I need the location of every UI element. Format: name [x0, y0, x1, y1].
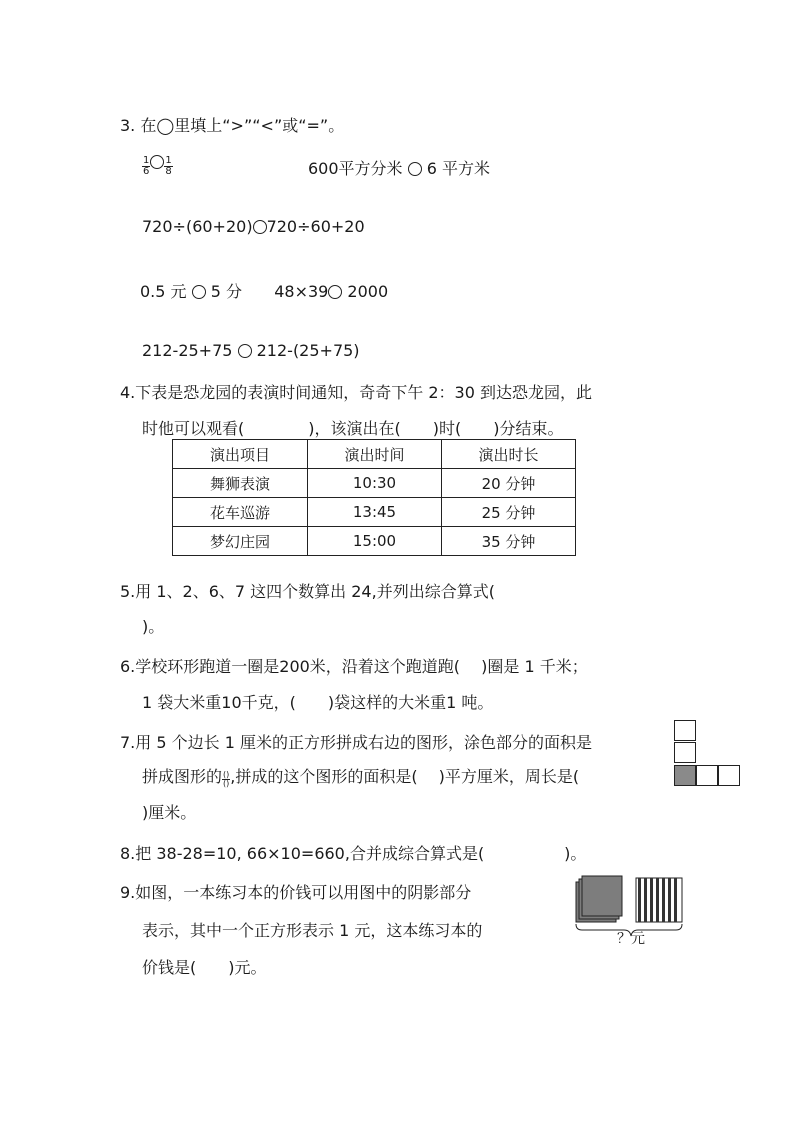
q3-row4	[142, 341, 360, 360]
q8-line: 8.把 38-28=10, 66×10=660,合并成综合算式是( )。	[120, 844, 587, 863]
numerator: 1	[143, 155, 150, 166]
header-cell: 演出项目	[173, 440, 308, 469]
q9-line2: 表示，其中一个正方形表示 1 元，这本练习本的	[142, 921, 483, 940]
q3-title: 3. 在◯里填上“>”“<”或“=”。	[120, 116, 345, 135]
expr-right: 212-(25+75)	[256, 341, 360, 360]
compare-circle[interactable]	[238, 344, 252, 358]
q3-row1-right	[308, 156, 490, 179]
q5-line1: 5.用 1、2、6、7 这四个数算出 24,并列出综合算式(	[120, 582, 495, 601]
compare-circle[interactable]	[408, 162, 422, 176]
numerator: ()	[223, 770, 230, 779]
shaded-square	[674, 765, 696, 786]
q3-row1-left	[142, 152, 173, 177]
compare-circle[interactable]	[253, 220, 267, 234]
compare-circle[interactable]	[328, 285, 342, 299]
q7-line2	[142, 764, 579, 788]
table-cell: 25 分钟	[442, 498, 576, 527]
q9-line1: 9.如图，一本练习本的价钱可以用图中的阴影部分	[120, 883, 472, 902]
header-cell: 演出时长	[442, 440, 576, 469]
square	[674, 742, 696, 763]
performance-schedule-table	[172, 439, 576, 556]
table-cell: 20 分钟	[442, 469, 576, 498]
table-row	[173, 469, 576, 498]
q7-line1: 7.用 5 个边长 1 厘米的正方形拼成右边的图形，涂色部分的面积是	[120, 733, 592, 752]
square	[696, 765, 718, 786]
denominator: 6	[143, 166, 150, 177]
expr-d: 2000	[347, 282, 389, 301]
table-row	[173, 527, 576, 556]
fraction-one-sixth	[142, 156, 150, 177]
q4-line2: 时他可以观看( )，该演出在( )时( )分结束。	[142, 419, 564, 438]
q6-line1: 6.学校环形跑道一圈是200米，沿着这个跑道跑( )圈是 1 千米；	[120, 657, 588, 676]
q7-text-a: 拼成图形的	[142, 767, 223, 786]
header-cell: 演出时间	[308, 440, 442, 469]
table-cell: 35 分钟	[442, 527, 576, 556]
q5-line2: )。	[142, 617, 165, 636]
compare-circle[interactable]	[192, 285, 206, 299]
expr-b: 5 分	[210, 282, 243, 301]
square	[718, 765, 740, 786]
denominator: 8	[165, 166, 172, 177]
table-cell: 15:00	[308, 527, 442, 556]
denominator: ()	[223, 779, 230, 788]
q3-row3	[140, 279, 388, 302]
fraction-one-eighth	[164, 156, 172, 177]
table-cell: 舞狮表演	[173, 469, 308, 498]
q7-line3: )厘米。	[142, 803, 197, 822]
q9-line3: 价钱是( )元。	[142, 958, 267, 977]
striped-bars-icon	[636, 878, 682, 922]
table-cell: 花车巡游	[173, 498, 308, 527]
figure-label: ？元	[617, 931, 645, 947]
expr-right: 6 平方米	[426, 159, 491, 178]
q6-line2: 1 袋大米重10千克，( )袋这样的大米重1 吨。	[142, 693, 494, 712]
numerator: 1	[165, 155, 172, 166]
table-cell: 10:30	[308, 469, 442, 498]
expr-left: 212-25+75	[142, 341, 233, 360]
q7-text-b: ,拼成的这个图形的面积是( )平方厘米，周长是(	[230, 767, 580, 786]
expr-left: 720÷(60+20)	[142, 217, 253, 236]
table-cell: 梦幻庄园	[173, 527, 308, 556]
compare-circle[interactable]	[150, 155, 164, 169]
square	[674, 720, 696, 741]
q4-line1: 4.下表是恐龙园的表演时间通知，奇奇下午 2：30 到达恐龙园，此	[120, 383, 592, 402]
q3-row2	[142, 217, 365, 236]
stacked-squares-icon	[576, 876, 622, 922]
expr-c: 48×39	[274, 282, 329, 301]
table-row	[173, 498, 576, 527]
expr-left: 600平方分米	[308, 159, 403, 178]
expr-right: 720÷60+20	[266, 217, 365, 236]
table-header-row	[173, 440, 576, 469]
table-cell: 13:45	[308, 498, 442, 527]
expr-a: 0.5 元	[140, 282, 187, 301]
